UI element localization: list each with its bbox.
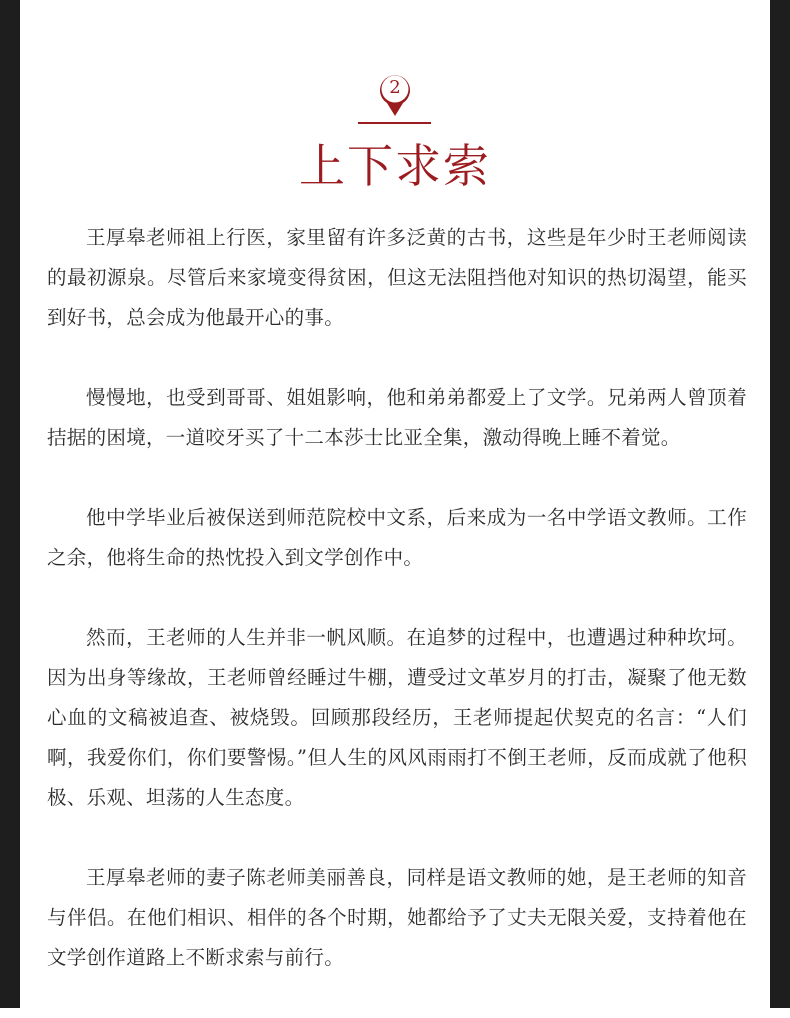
paragraph: 王厚皋老师的妻子陈老师美丽善良，同样是语文教师的她，是王老师的知音与伴侣。在他们相识、相伴的各个时期，她都给予了丈夫无限关爱，支持着他在文学创作道路上不断求索与前行。 xyxy=(47,866,747,969)
paragraph: 他中学毕业后被保送到师范院校中文系，后来成为一名中学语文教师。工作之余，他将生命的热忱投入到文学创作中。 xyxy=(47,506,747,569)
paragraph: 然而，王老师的人生并非一帆风顺。在追梦的过程中，也遭遇过种种坎坷。因为出身等缘故，王老师曾经睡过牛棚，遭受过文革岁月的打击，凝聚了他无数心血的文稿被追查、被烧毁。回顾那段经历，王老师提起伏契克的名言：“人们啊，我爱你们，你们要警惕。”但人生的风风雨雨打不倒王老师，反而成就了他积极、乐观、坦荡的人生态度。 xyxy=(47,626,747,809)
title-divider xyxy=(358,122,431,124)
paragraph: 王厚皋老师祖上行医，家里留有许多泛黄的古书，这些是年少时王老师阅读的最初源泉。尽管后来家境变得贫困，但这无法阻挡他对知识的热切渴望，能买到好书，总会成为他最开心的事。 xyxy=(47,226,747,329)
article-body xyxy=(47,218,747,1018)
paragraph: 慢慢地，也受到哥哥、姐姐影响，他和弟弟都爱上了文学。兄弟两人曾顶着拮据的困境，一道咬牙买了十二本莎士比亚全集，激动得晚上睡不着觉。 xyxy=(47,386,747,449)
section-title: 上下求索 xyxy=(299,139,491,193)
map-pin-icon xyxy=(377,72,413,118)
section-number: 2 xyxy=(389,77,401,98)
